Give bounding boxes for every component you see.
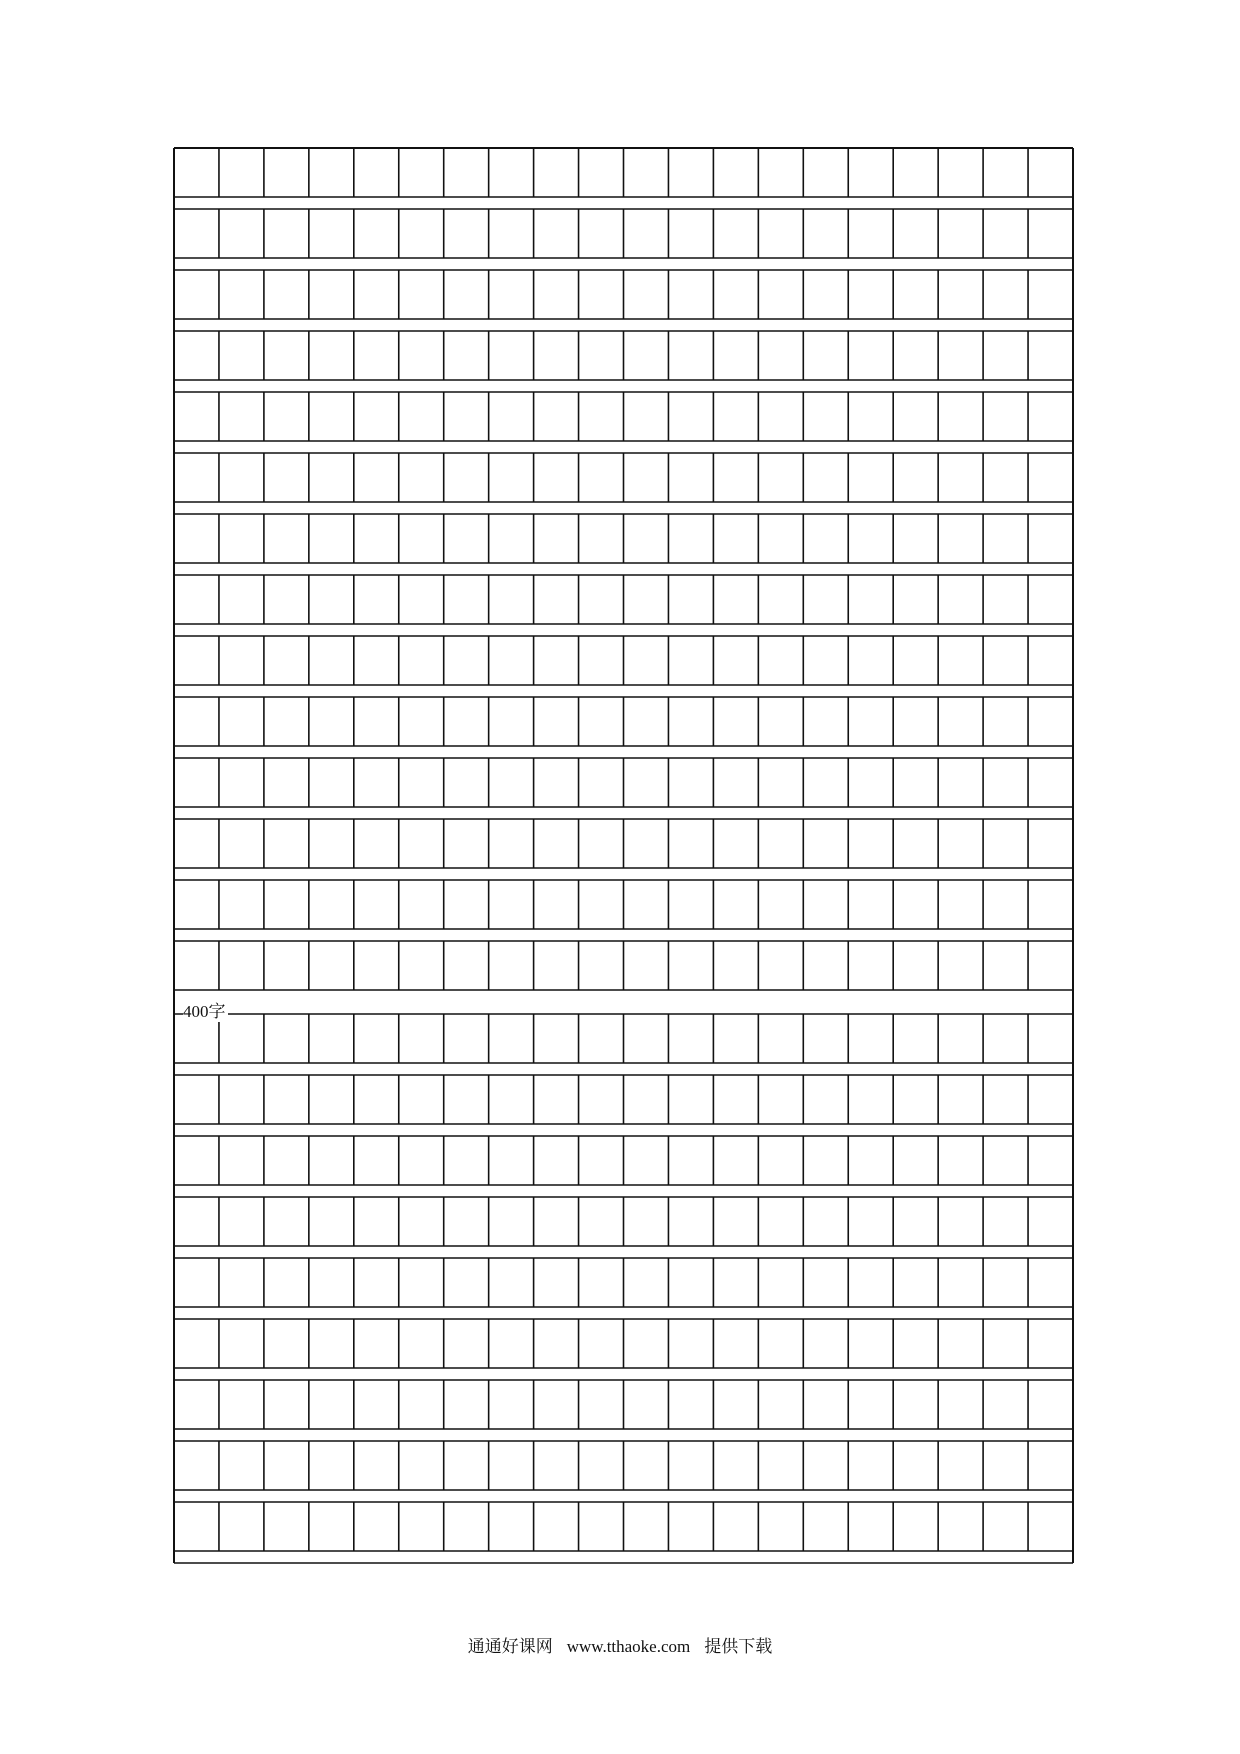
footer-site-url: www.tthaoke.com [566, 1637, 691, 1656]
footer [0, 1636, 1240, 1658]
footer-action: 提供下载 [704, 1637, 773, 1656]
word-count-marker: 400字 [183, 1002, 226, 1021]
footer-site-name: 通通好课网 [467, 1637, 553, 1656]
